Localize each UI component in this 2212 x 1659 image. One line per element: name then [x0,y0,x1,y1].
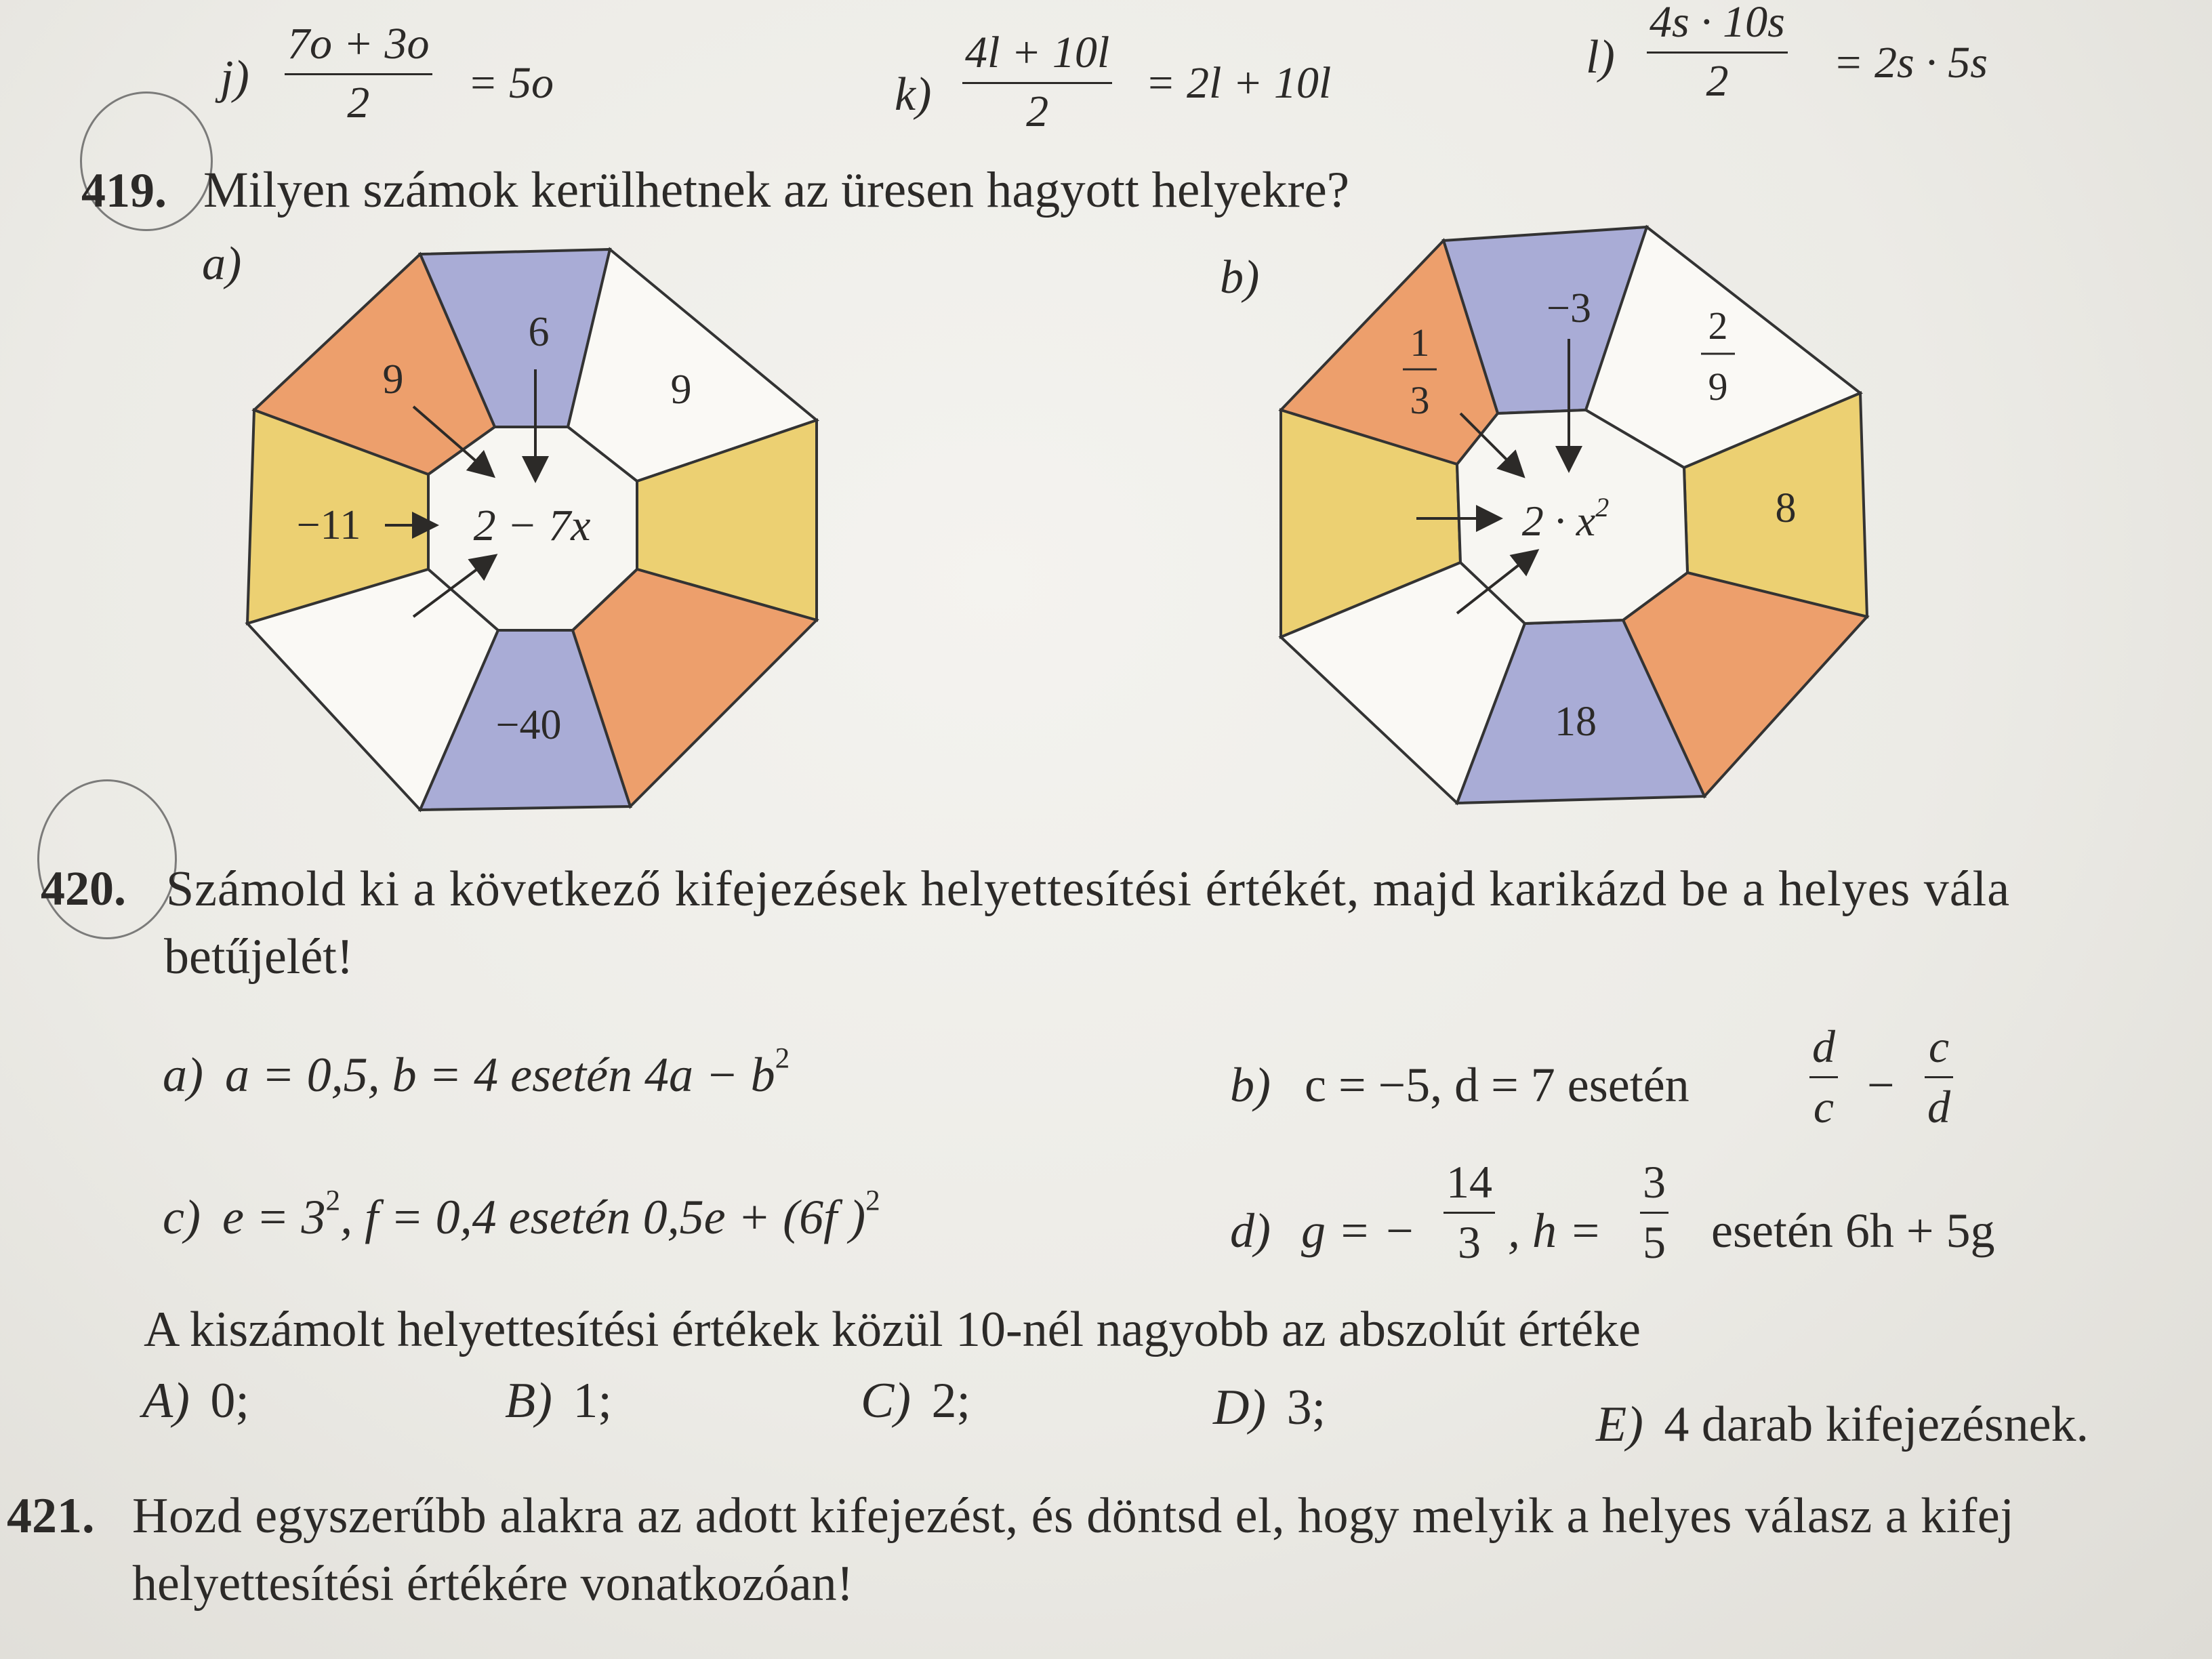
ex420-d-g-fraction [1443,1156,1495,1268]
ex420-b-fraction-2 [1925,1023,1953,1130]
ex420-d-g-numerator: 14 [1446,1156,1492,1208]
value-top-left-num-b: 1 [1410,321,1430,365]
ex419-number: 419. [81,163,167,218]
ex421-line1: Hozd egyszerűbb alakra az adott kifejezést, és döntsd el, hogy melyik a helyes válasz a kifej [132,1488,2015,1544]
answer-c-label: C) [861,1373,911,1429]
item-j-denominator: 2 [347,78,370,127]
answer-d-label: D) [1213,1380,1267,1435]
ex420-item-c [163,1185,880,1246]
value-left-a: −11 [296,502,361,548]
ex420-d-h-fraction [1640,1156,1668,1268]
item-j-label: j) [220,52,249,104]
ex420-c-exponent-1: 2 [325,1185,341,1217]
ex420-b-f2-numerator: c [1928,1021,1950,1072]
item-k-label: k) [895,68,932,121]
value-top-a: 6 [528,309,550,355]
answer-d-text: 3; [1286,1380,1326,1435]
ex420-a-label: a) [163,1048,203,1102]
ex420-d-label: d) [1230,1204,1271,1258]
ex420-d-tail: esetén 6h + 5g [1711,1204,1995,1258]
value-top-left-a: 9 [382,356,404,403]
answer-d[interactable] [1213,1379,1326,1437]
ex420-c-label: c) [163,1190,201,1244]
value-bottom-a: −40 [495,702,562,748]
ex420-b-fraction-1 [1809,1023,1838,1130]
answer-a-label: A) [142,1373,190,1429]
answer-c-text: 2; [931,1373,971,1429]
ex421-line2: helyettesítési értékére vonatkozóan! [132,1556,854,1612]
ex420-intro-line1: Számold ki a következő kifejezések helyettesítési értékét, majd karikázd be a helyes vála [166,861,2011,917]
ex420-question: A kiszámolt helyettesítési értékek közül 10-nél nagyobb az abszolút értéke [144,1302,1641,1357]
center-base-b: 2 · x [1521,497,1596,545]
ex420-d-h-denominator: 5 [1643,1216,1666,1268]
ex420-b-minus: − [1867,1058,1895,1112]
value-right-b: 8 [1775,485,1797,531]
answer-e[interactable] [1596,1396,2089,1454]
ex420-a-text: a = 0,5, b = 4 esetén 4a − b [224,1048,775,1102]
ex420-a-exponent: 2 [775,1042,790,1075]
center-expression-a: 2 − 7x [473,501,591,550]
item-l-numerator: 4s · 10s [1650,0,1785,47]
ex421-number: 421. [7,1488,95,1544]
answer-a[interactable] [142,1372,249,1430]
item-l-rhs: = 2s · 5s [1833,38,1988,87]
answer-e-label: E) [1596,1397,1643,1452]
answer-a-text: 0; [210,1373,249,1429]
fraction-bar [1443,1212,1495,1214]
item-k-numerator: 4l + 10l [965,28,1110,77]
ex420-d-g-denominator: 3 [1458,1216,1481,1268]
answer-e-text: 4 darab kifejezésnek. [1664,1397,2089,1452]
value-top-b: −3 [1547,285,1591,331]
fraction-bar [1640,1212,1668,1214]
fraction-bar [1925,1076,1953,1078]
value-top-left-den-b: 3 [1410,378,1430,422]
ex420-b-f2-denominator: d [1927,1081,1950,1132]
answer-b[interactable] [505,1372,612,1430]
item-j-numerator: 7o + 3o [287,19,430,68]
ex420-b-text: c = −5, d = 7 esetén [1305,1058,1689,1112]
ex420-b-f1-numerator: d [1812,1021,1835,1072]
ex420-d-g-pre: g = − [1301,1204,1416,1258]
item-j-rhs: = 5o [468,58,554,108]
value-bottom-b: 18 [1555,699,1597,745]
ex419-question: Milyen számok kerülhetnek az üresen hagyott helyekre? [203,162,1350,218]
ex420-number: 420. [41,861,126,916]
ex420-d-h-numerator: 3 [1643,1156,1666,1208]
item-k-rhs: = 2l + 10l [1145,58,1332,108]
answer-b-text: 1; [573,1373,612,1429]
ex420-item-a [163,1042,790,1103]
value-top-right-a: 9 [670,367,692,413]
ex420-b-label: b) [1230,1058,1271,1112]
ex419-b-label: b) [1220,251,1260,304]
ex420-intro-line2: betűjelét! [164,929,354,985]
ex419-a-label: a) [202,238,242,290]
ex420-c-text-mid: , f = 0,4 esetén 0,5e + (6f ) [340,1190,866,1244]
ex420-c-text-pre: e = 3 [222,1190,326,1244]
fraction-bar [1809,1076,1838,1078]
ex420-d-h-pre: , h = [1508,1204,1602,1258]
ex420-b-f1-denominator: c [1813,1081,1835,1132]
answer-b-label: B) [505,1373,552,1429]
item-l-denominator: 2 [1706,56,1729,106]
value-top-right-num-b: 2 [1708,304,1728,348]
item-l-label: l) [1586,31,1615,83]
answer-c[interactable] [861,1372,970,1430]
center-exponent-b: 2 [1595,492,1610,523]
value-top-right-den-b: 9 [1708,365,1728,409]
item-k-denominator: 2 [1026,87,1049,136]
ex420-c-exponent-2: 2 [865,1185,880,1217]
